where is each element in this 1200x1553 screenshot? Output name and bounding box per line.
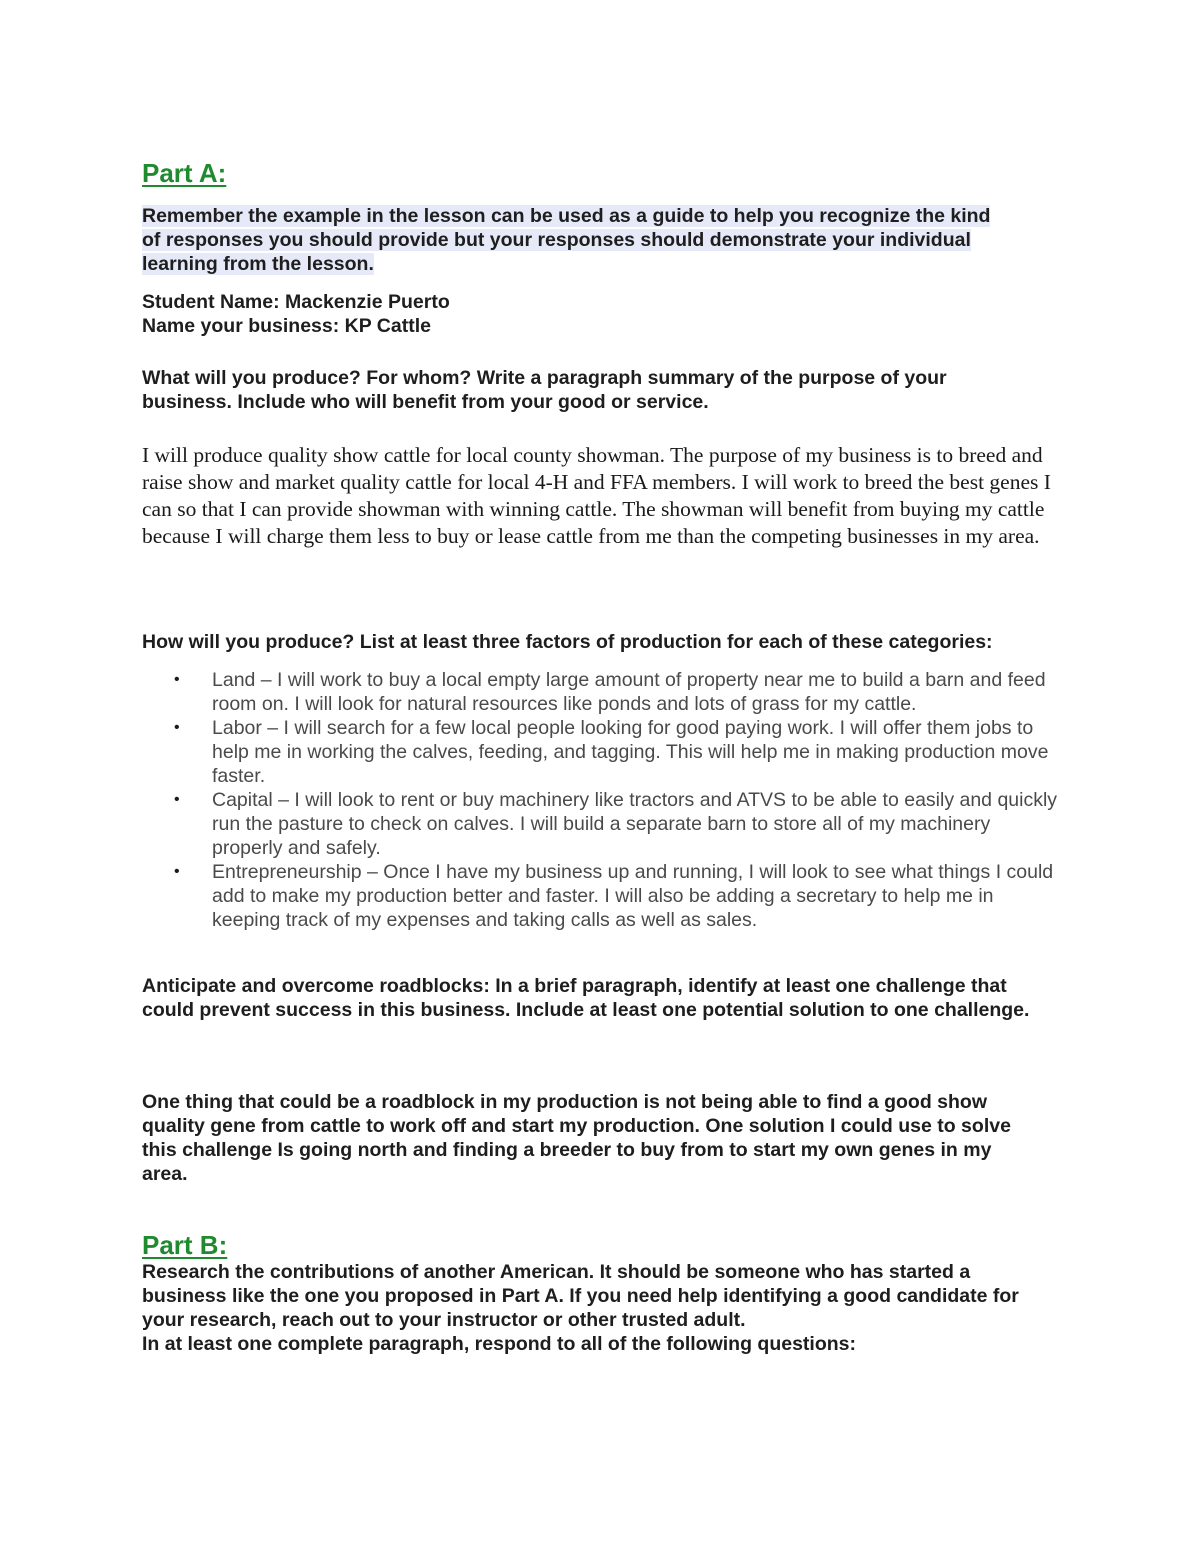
reminder-note — [142, 204, 1062, 276]
list-item-capital — [142, 788, 1062, 860]
part-b-instructions-2: In at least one complete paragraph, respond to all of the following questions: — [142, 1333, 856, 1355]
part-b-instructions: Research the contributions of another American. It should be someone who has started a business like the one you proposed in Part A. If you need help identifying a good candidate for your research, reach out to your instructor or other trusted adult. — [142, 1261, 1019, 1331]
reminder-line-2: of responses you should provide but your responses should demonstrate your individual — [142, 229, 971, 251]
list-item-entrepreneurship — [142, 860, 1062, 932]
part-a-heading: Part A: — [142, 158, 227, 188]
bullet-icon: • — [174, 863, 180, 880]
factor-entrepreneurship-text: Entrepreneurship – Once I have my business up and running, I will look to see what things I could add to make my production better and faster. I will also be adding a secretary to help me in keeping track of my expenses and taking calls as well as sales. — [212, 861, 1054, 931]
bullet-icon: • — [174, 791, 180, 808]
factor-capital-text: Capital – I will look to rent or buy machinery like tractors and ATVS to be able to easily and quickly run the pasture to check on calves. I will build a separate barn to store all of my machinery properly and safely. — [212, 789, 1058, 859]
factor-land-text: Land – I will work to buy a local empty large amount of property near me to build a barn and feed room on. I will look for natural resources like ponds and lots of grass for my cattle. — [212, 669, 1046, 715]
question-what-produce: What will you produce? For whom? Write a paragraph summary of the purpose of your business. Include who will benefit from your good or service. — [142, 367, 947, 413]
reminder-line-1: Remember the example in the lesson can be used as a guide to help you recognize the kind — [142, 205, 991, 227]
answer-what-produce: I will produce quality show cattle for local county showman. The purpose of my business is to breed and raise show and market quality cattle for local 4-H and FFA members. I will work to breed the best genes I can so that I can provide showman with winning cattle. The showman will benefit from buying my cattle because I will charge them less to buy or lease cattle from me than the competing businesses in my area. — [142, 443, 1051, 548]
business-name: Name your business: KP Cattle — [142, 315, 431, 337]
bullet-icon: • — [174, 719, 180, 736]
factor-labor-text: Labor – I will search for a few local people looking for good paying work. I will offer them jobs to help me in working the calves, feeding, and tagging. This will help me in making production move faster. — [212, 717, 1049, 787]
question-roadblocks: Anticipate and overcome roadblocks: In a brief paragraph, identify at least one challenge that could prevent success in this business. Include at least one potential solution to one challenge. — [142, 975, 1030, 1021]
bullet-icon: • — [174, 671, 180, 688]
student-name: Student Name: Mackenzie Puerto — [142, 291, 450, 313]
part-b-heading: Part B: — [142, 1230, 228, 1260]
question-how-produce: How will you produce? List at least three factors of production for each of these categories: — [142, 631, 993, 653]
list-item-land — [142, 668, 1062, 716]
answer-roadblocks: One thing that could be a roadblock in my production is not being able to find a good show quality gene from cattle to work off and start my production. One solution I could use to solve this challenge Is going north and finding a breeder to buy from to start my own genes in my area. — [142, 1091, 1011, 1185]
list-item-labor — [142, 716, 1062, 788]
factors-of-production-list — [142, 668, 1062, 932]
reminder-line-3: learning from the lesson. — [142, 253, 374, 275]
